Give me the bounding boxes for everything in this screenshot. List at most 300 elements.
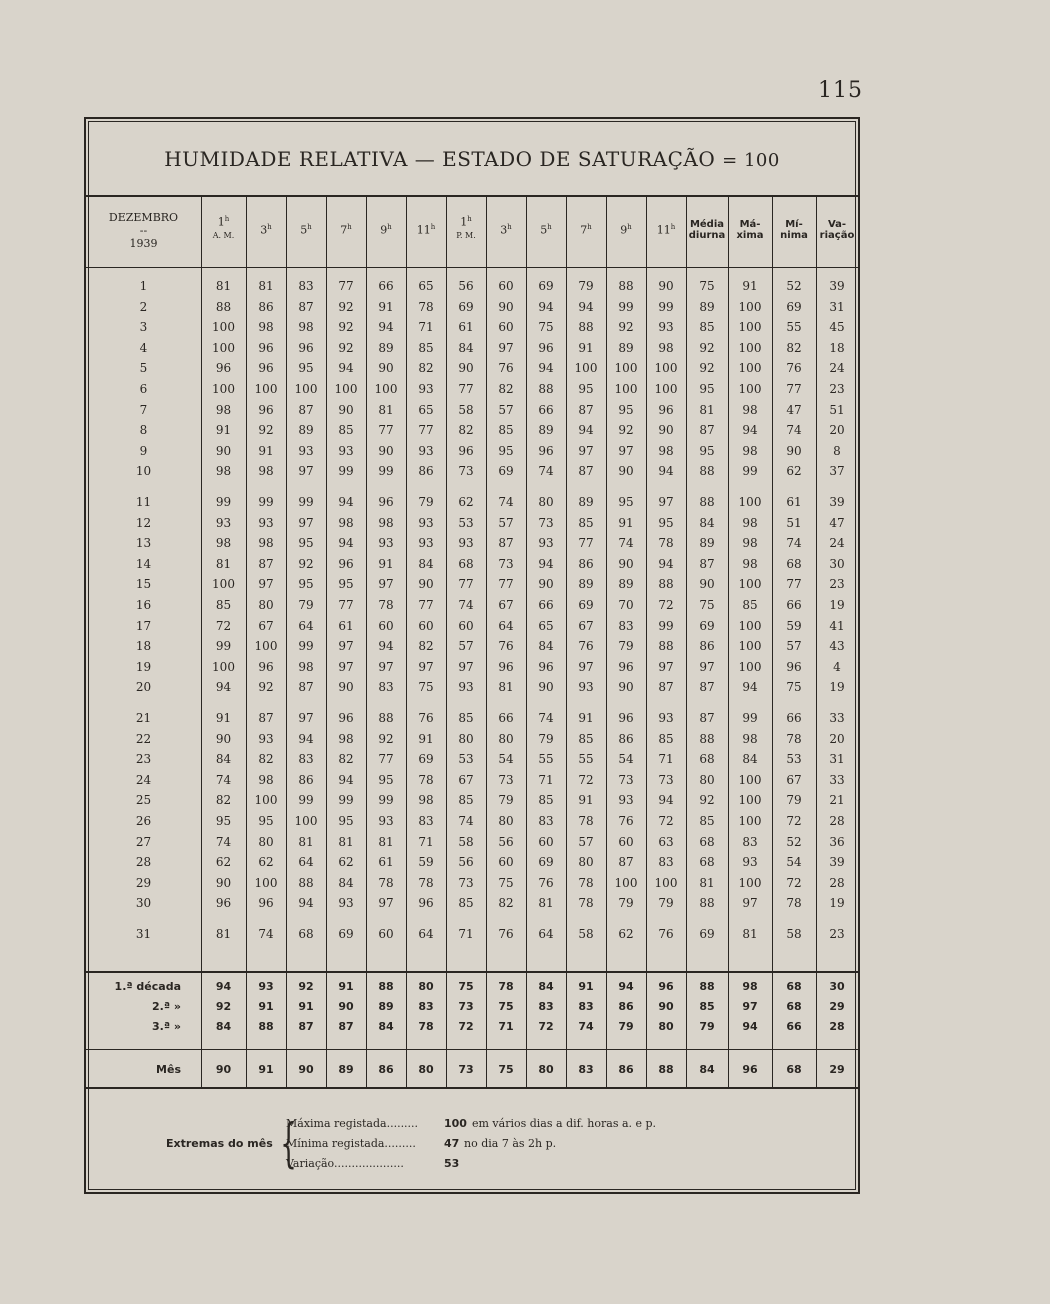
- day-row-value: 61: [458, 320, 474, 335]
- day-row-value: 100: [212, 340, 235, 355]
- day-row-value: 61: [338, 618, 354, 633]
- day-row-value: 37: [829, 464, 845, 479]
- day-row-value: 41: [829, 618, 845, 633]
- day-row-value: 56: [458, 279, 474, 293]
- day-row-value: 61: [786, 495, 802, 509]
- day-row-value: 90: [215, 443, 232, 458]
- day-row-value: 97: [298, 711, 314, 725]
- day-row-value: 93: [458, 680, 474, 695]
- day-row-value: 94: [538, 361, 554, 376]
- day-row-value: 58: [458, 402, 474, 417]
- decade-row-value: 90: [658, 1000, 674, 1013]
- decade-row-value: 83: [538, 1000, 554, 1013]
- decade-row-value: 84: [215, 1020, 232, 1033]
- day-row-value: 100: [212, 320, 235, 335]
- day-row-value: 100: [654, 382, 678, 396]
- decade-row-value: 87: [338, 1020, 354, 1033]
- month-row-value: 86: [618, 1063, 634, 1076]
- day-row-value: 94: [658, 793, 674, 808]
- day-row-value: 87: [298, 299, 314, 314]
- day-row-value: 94: [538, 299, 554, 314]
- day-row-value: 76: [498, 639, 514, 654]
- footer-brace: {: [280, 1114, 297, 1174]
- day-row-value: 100: [738, 361, 762, 376]
- day-row-value: 98: [338, 515, 354, 530]
- day-row-label: 23: [135, 752, 152, 767]
- day-row-value: 83: [378, 680, 394, 695]
- day-row-value: 65: [418, 402, 434, 417]
- day-row-value: 66: [786, 711, 802, 725]
- day-row-value: 83: [658, 855, 674, 870]
- day-row-value: 30: [829, 556, 845, 571]
- day-row-value: 80: [538, 495, 554, 509]
- day-row-value: 92: [298, 556, 314, 571]
- month-row-value: 75: [498, 1063, 514, 1076]
- day-row-value: 96: [786, 659, 802, 674]
- day-row-value: 72: [658, 814, 674, 828]
- day-row-value: 88: [618, 279, 634, 293]
- day-row-value: 67: [458, 772, 474, 787]
- day-row-value: 54: [498, 752, 514, 767]
- day-row-value: 55: [538, 752, 554, 767]
- decade-row-value: 28: [829, 1020, 845, 1033]
- day-row-value: 80: [258, 834, 274, 849]
- day-row-value: 78: [418, 299, 434, 314]
- day-row-value: 98: [298, 659, 314, 674]
- day-row-value: 87: [578, 464, 594, 479]
- day-row-value: 100: [212, 382, 235, 396]
- day-row-value: 99: [258, 495, 274, 509]
- day-row-value: 56: [498, 834, 514, 849]
- day-row-value: 97: [338, 639, 354, 654]
- day-row-value: 77: [498, 577, 514, 592]
- header-hour: [566, 221, 606, 237]
- day-row-value: 72: [658, 598, 674, 612]
- day-row-value: 85: [215, 598, 232, 612]
- day-row-value: 98: [338, 731, 354, 746]
- day-row-value: 97: [258, 577, 274, 592]
- day-row-label: 5: [139, 361, 148, 376]
- header-hour: [246, 221, 286, 237]
- decade-row-value: 29: [829, 1000, 845, 1013]
- day-row-value: 100: [738, 340, 762, 355]
- day-row-value: 100: [574, 361, 598, 376]
- decade-row-value: 96: [658, 980, 674, 993]
- day-row-label: 19: [135, 659, 152, 674]
- day-row-value: 78: [658, 536, 674, 551]
- day-row-value: 89: [538, 423, 554, 438]
- decade-row-value: 91: [338, 980, 354, 993]
- decade-row-value: 79: [618, 1020, 634, 1033]
- day-row-value: 78: [786, 896, 802, 911]
- day-row-value: 90: [786, 443, 802, 458]
- header-hour-value: 1: [217, 215, 225, 229]
- header-hour-value: 3: [500, 223, 508, 237]
- day-row-value: 92: [699, 793, 715, 808]
- day-row-value: 88: [215, 299, 232, 314]
- decade-row-value: 91: [258, 1000, 274, 1013]
- day-row-value: 79: [618, 639, 634, 654]
- day-row-value: 90: [658, 279, 674, 293]
- day-row-value: 89: [298, 423, 314, 438]
- day-row-value: 81: [378, 402, 394, 417]
- day-row-label: 20: [135, 680, 152, 695]
- day-row-value: 97: [338, 659, 354, 674]
- header-stat-line: Má-: [739, 219, 761, 230]
- day-row-value: 87: [578, 402, 594, 417]
- day-row-value: 94: [298, 731, 314, 746]
- day-row-value: 93: [418, 443, 434, 458]
- day-row-value: 96: [458, 443, 474, 458]
- day-row-value: 90: [418, 577, 434, 592]
- day-row-value: 76: [786, 361, 802, 376]
- day-row-value: 67: [498, 598, 514, 612]
- day-row-value: 76: [498, 927, 514, 941]
- day-row-value: 91: [378, 556, 394, 571]
- month-row-value: 68: [786, 1063, 802, 1076]
- day-row-value: 54: [786, 855, 802, 870]
- day-row-value: 90: [215, 731, 232, 746]
- day-row-value: 55: [578, 752, 594, 767]
- footer-line-note: em vários dias a dif. horas a. e p.: [472, 1117, 657, 1130]
- day-row-value: 78: [378, 598, 394, 612]
- header-hour: [646, 221, 686, 237]
- header-hour-value: 5: [540, 223, 548, 237]
- day-row-value: 81: [699, 875, 715, 890]
- day-row-value: 93: [258, 731, 274, 746]
- day-row-value: 85: [498, 423, 514, 438]
- header-hour-value: 5: [300, 223, 308, 237]
- day-row-value: 31: [829, 299, 845, 314]
- footer-line-name: Mínima registada.........: [286, 1137, 416, 1150]
- decade-row-value: 90: [338, 1000, 354, 1013]
- day-row-value: 96: [298, 340, 314, 355]
- day-row-value: 82: [458, 423, 474, 438]
- day-row-value: 91: [418, 731, 434, 746]
- day-row-value: 92: [699, 340, 715, 355]
- decade-row-value: 72: [538, 1020, 554, 1033]
- day-row-value: 96: [618, 711, 634, 725]
- day-row-value: 62: [618, 927, 634, 941]
- day-row-value: 63: [658, 834, 674, 849]
- day-row-value: 60: [538, 834, 554, 849]
- day-row-value: 87: [298, 680, 314, 695]
- day-row-value: 77: [418, 598, 434, 612]
- month-row-value: 29: [829, 1063, 845, 1076]
- day-row-value: 74: [458, 814, 474, 828]
- month-row-label: Mês: [156, 1063, 181, 1076]
- footer-label: Extremas do mês: [166, 1137, 273, 1150]
- day-row-value: 81: [378, 834, 394, 849]
- day-row-value: 93: [338, 896, 354, 911]
- day-row-value: 84: [458, 340, 474, 355]
- day-row-label: 7: [139, 402, 148, 417]
- day-row-value: 98: [742, 731, 758, 746]
- day-row-value: 69: [498, 464, 514, 479]
- day-row-value: 93: [418, 515, 434, 530]
- day-row-label: 15: [135, 577, 152, 592]
- decade-row-value: 68: [786, 980, 802, 993]
- day-row-value: 90: [538, 680, 554, 695]
- header-hour-value: 1: [460, 215, 468, 229]
- day-row-value: 80: [458, 731, 474, 746]
- day-row-value: 64: [298, 618, 314, 633]
- day-row-value: 99: [658, 618, 674, 633]
- day-row-value: 85: [658, 731, 674, 746]
- day-row-value: 100: [614, 382, 638, 396]
- day-row-value: 53: [786, 752, 802, 767]
- day-row-value: 88: [699, 731, 715, 746]
- day-row-value: 98: [742, 556, 758, 571]
- day-row-value: 71: [658, 752, 674, 767]
- day-row-label: 21: [135, 711, 152, 725]
- day-row-value: 86: [699, 639, 715, 654]
- day-row-value: 54: [618, 752, 634, 767]
- day-row-value: 95: [298, 361, 314, 376]
- day-row-value: 95: [338, 577, 354, 592]
- day-row-value: 78: [578, 896, 594, 911]
- day-row-value: 60: [618, 834, 634, 849]
- day-row-value: 92: [258, 423, 274, 438]
- day-row-value: 61: [378, 855, 394, 870]
- day-row-value: 99: [298, 495, 314, 509]
- header-hour-suffix: h: [627, 223, 632, 231]
- day-row-value: 74: [458, 598, 474, 612]
- day-row-value: 74: [786, 423, 802, 438]
- day-row-value: 93: [578, 680, 594, 695]
- day-row-value: 96: [378, 495, 394, 509]
- day-row-value: 97: [298, 464, 314, 479]
- day-row-value: 93: [298, 443, 314, 458]
- header-hour-value: 9: [620, 223, 628, 237]
- month-row-value: 83: [578, 1063, 594, 1076]
- day-row-label: 26: [135, 814, 152, 828]
- day-row-value: 77: [338, 598, 354, 612]
- day-row-value: 74: [786, 536, 802, 551]
- day-row-label: 2: [139, 299, 148, 314]
- day-row-value: 82: [215, 793, 232, 808]
- day-row-value: 85: [578, 731, 594, 746]
- footer-line-value: 47: [444, 1137, 460, 1150]
- day-row-value: 68: [458, 556, 474, 571]
- decade-row-value: 71: [498, 1020, 514, 1033]
- day-row-value: 100: [738, 659, 762, 674]
- day-row-value: 69: [699, 927, 715, 941]
- decade-row-value: 84: [378, 1020, 394, 1033]
- day-row-value: 98: [258, 772, 274, 787]
- day-row-value: 87: [658, 680, 674, 695]
- day-row-value: 78: [418, 772, 434, 787]
- day-row-value: 33: [829, 772, 845, 787]
- day-row-value: 96: [215, 361, 232, 376]
- day-row-value: 62: [215, 855, 232, 870]
- day-row-value: 69: [418, 752, 434, 767]
- day-row-value: 77: [578, 536, 594, 551]
- day-row-value: 93: [658, 711, 674, 725]
- header-hour-suffix: h: [347, 223, 352, 231]
- day-row-value: 99: [298, 793, 314, 808]
- day-row-value: 100: [294, 382, 318, 396]
- day-row-value: 92: [618, 320, 634, 335]
- day-row-value: 57: [498, 515, 514, 530]
- day-row-value: 58: [786, 927, 802, 941]
- day-row-value: 90: [215, 875, 232, 890]
- day-row-value: 100: [738, 577, 762, 592]
- day-row-value: 84: [338, 875, 354, 890]
- decade-row-value: 94: [742, 1020, 758, 1033]
- day-row-value: 88: [578, 320, 594, 335]
- day-row-label: 24: [135, 772, 152, 787]
- day-row-value: 20: [829, 731, 845, 746]
- day-row-value: 96: [258, 340, 274, 355]
- day-row-value: 53: [458, 752, 474, 767]
- decade-row-value: 80: [658, 1020, 674, 1033]
- day-row-value: 94: [338, 495, 354, 509]
- day-row-value: 82: [498, 896, 514, 911]
- header-hour-suffix: h: [670, 223, 676, 231]
- day-row-value: 96: [338, 556, 354, 571]
- day-row-value: 100: [738, 382, 762, 396]
- day-row-value: 90: [658, 423, 674, 438]
- page-number: 115: [818, 78, 863, 103]
- day-row-value: 64: [298, 855, 314, 870]
- day-row-value: 87: [699, 556, 715, 571]
- day-row-value: 72: [578, 772, 594, 787]
- decade-row-label: 1.ª década: [114, 980, 181, 993]
- day-row-value: 77: [458, 382, 474, 396]
- day-row-value: 100: [738, 875, 762, 890]
- decade-row-value: 92: [298, 980, 314, 993]
- day-row-value: 100: [254, 382, 278, 396]
- header-stat-line: Mí-: [785, 219, 803, 230]
- day-row-value: 82: [338, 752, 354, 767]
- day-row-value: 94: [338, 772, 354, 787]
- table-frame: [84, 117, 860, 1194]
- day-row-value: 93: [418, 536, 434, 551]
- day-row-value: 89: [618, 340, 634, 355]
- day-row-value: 60: [498, 279, 514, 293]
- day-row-value: 77: [378, 752, 394, 767]
- day-row-value: 95: [618, 402, 634, 417]
- day-row-value: 97: [378, 896, 394, 911]
- day-row-value: 88: [699, 896, 715, 911]
- day-row-value: 19: [829, 896, 845, 911]
- day-row-value: 97: [658, 495, 674, 509]
- month-row-value: 88: [658, 1063, 674, 1076]
- header-hour: [201, 213, 246, 242]
- day-row-value: 97: [699, 659, 715, 674]
- footer-line-value: 100: [444, 1117, 467, 1130]
- decade-row-value: 72: [458, 1020, 474, 1033]
- day-row-value: 87: [699, 423, 715, 438]
- day-row-value: 97: [742, 896, 758, 911]
- day-row-value: 99: [215, 639, 232, 654]
- header-hour-period: P. M.: [456, 230, 476, 240]
- decade-row-value: 88: [258, 1020, 274, 1033]
- decade-row-value: 94: [215, 980, 232, 993]
- day-row-value: 96: [538, 340, 554, 355]
- day-row-value: 90: [699, 577, 715, 592]
- day-row-value: 96: [618, 659, 634, 674]
- day-row-value: 67: [578, 618, 594, 633]
- day-row-value: 77: [378, 423, 394, 438]
- month-row-value: 73: [458, 1063, 474, 1076]
- decade-row-value: 83: [418, 1000, 434, 1013]
- day-row-value: 94: [298, 896, 314, 911]
- decade-row-value: 80: [418, 980, 434, 993]
- day-row-label: 25: [135, 793, 152, 808]
- header-hour-value: 7: [580, 223, 588, 237]
- day-row-value: 56: [458, 855, 474, 870]
- day-row-value: 86: [258, 299, 274, 314]
- header-stat-line: riação: [819, 230, 855, 241]
- day-row-value: 80: [258, 598, 274, 612]
- day-row-label: 22: [135, 731, 152, 746]
- day-row-value: 96: [418, 896, 434, 911]
- day-row-value: 98: [742, 536, 758, 551]
- day-row-value: 70: [618, 598, 634, 612]
- day-row-value: 94: [658, 556, 674, 571]
- month-row-value: 84: [699, 1063, 715, 1076]
- header-hour-suffix: h: [467, 215, 472, 223]
- day-row-value: 99: [378, 793, 394, 808]
- decade-row-value: 89: [378, 1000, 394, 1013]
- day-row-value: 81: [538, 896, 554, 911]
- day-row-value: 95: [618, 495, 634, 509]
- header-hour-value: 11: [656, 223, 671, 237]
- day-row-value: 64: [538, 927, 554, 941]
- day-row-value: 87: [258, 556, 274, 571]
- day-row-value: 78: [578, 875, 594, 890]
- day-row-value: 85: [458, 711, 474, 725]
- day-row-value: 97: [378, 659, 394, 674]
- day-row-value: 92: [258, 680, 274, 695]
- day-row-value: 60: [418, 618, 434, 633]
- day-row-value: 60: [378, 618, 394, 633]
- day-row-value: 74: [215, 772, 232, 787]
- day-row-value: 73: [658, 772, 674, 787]
- title-equals: = 100: [722, 150, 780, 171]
- header-hour-suffix: h: [224, 215, 230, 223]
- day-row-value: 100: [334, 382, 358, 396]
- day-row-value: 94: [658, 464, 674, 479]
- day-row-value: 76: [658, 927, 674, 941]
- day-row-value: 86: [418, 464, 434, 479]
- day-row-value: 95: [298, 577, 314, 592]
- day-row-value: 85: [538, 793, 554, 808]
- day-row-value: 83: [742, 834, 758, 849]
- day-row-value: 98: [215, 536, 232, 551]
- day-row-value: 75: [699, 279, 715, 293]
- day-row-value: 100: [212, 577, 235, 592]
- day-row-value: 88: [538, 382, 554, 396]
- day-row-value: 98: [215, 464, 232, 479]
- day-row-value: 96: [498, 659, 514, 674]
- day-row-value: 71: [418, 320, 434, 335]
- day-row-value: 33: [829, 711, 845, 725]
- day-row-value: 96: [258, 659, 274, 674]
- day-row-value: 98: [378, 515, 394, 530]
- decade-row-value: 94: [618, 980, 634, 993]
- month-row-value: 89: [338, 1063, 354, 1076]
- day-row-value: 93: [618, 793, 634, 808]
- day-row-value: 100: [654, 875, 678, 890]
- day-row-value: 28: [829, 814, 845, 828]
- day-row-value: 88: [658, 639, 674, 654]
- day-row-value: 75: [498, 875, 514, 890]
- decade-row-value: 91: [298, 1000, 314, 1013]
- decade-row-value: 92: [215, 1000, 232, 1013]
